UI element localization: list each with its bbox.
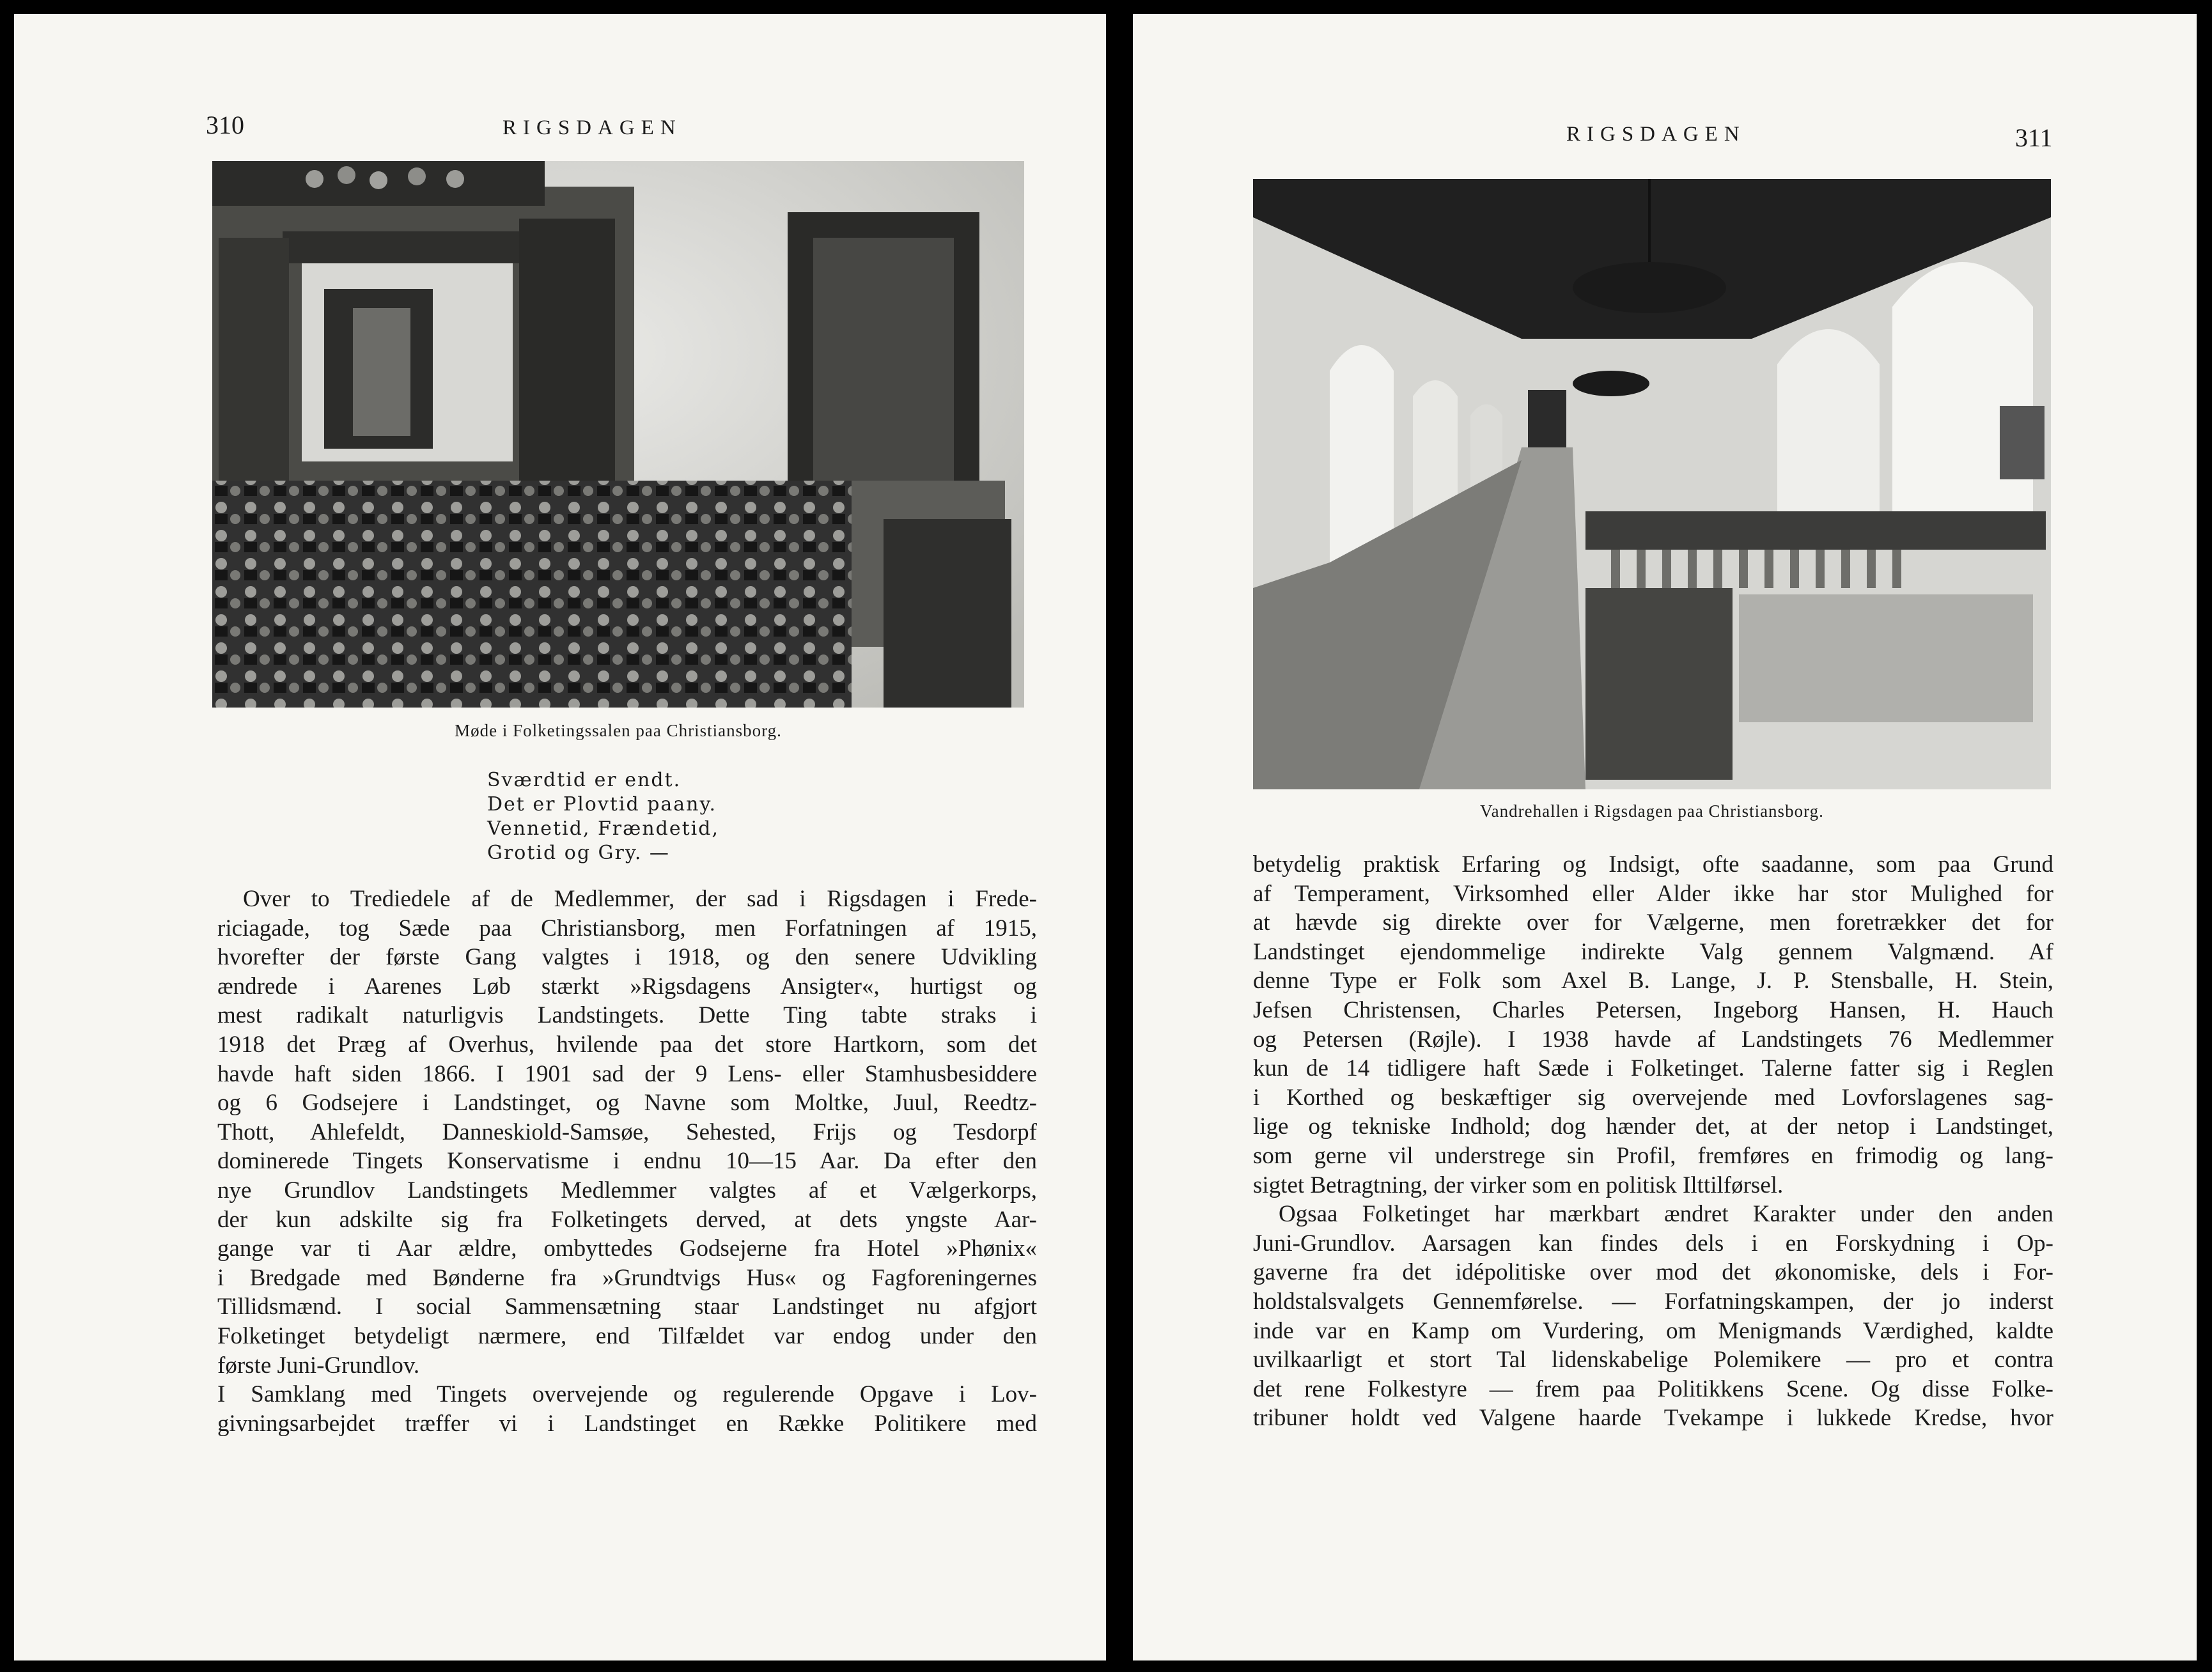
body-text	[217, 885, 1037, 1438]
text-line: Ogsaa Folketinget har mærkbart ændret Karakter under den anden	[1279, 1201, 2053, 1228]
text-line: uvilkaarligt et stort Tal lidenskabelige Polemikere — pro et contra	[1253, 1347, 2053, 1374]
text-line: kun de 14 tidligere haft Sæde i Folketinget. Talerne fatter sig i Reglen	[1253, 1055, 2053, 1082]
text-line: og Petersen (Røjle). I 1938 havde af Landstingets 76 Medlemmer	[1253, 1026, 2053, 1053]
text-line: nye Grundlov Landstingets Medlemmer valgtes af et Vælgerkorps,	[217, 1177, 1037, 1204]
text-line: Juni-Grundlov. Aarsagen kan findes dels i en Forskydning i Op-	[1253, 1230, 2053, 1257]
text-line: Tillidsmænd. I social Sammensætning staar Landstinget nu afgjort	[217, 1294, 1037, 1320]
body-text	[1253, 850, 2053, 1433]
photo-caption: Møde i Folketingssalen paa Christiansborg.	[455, 721, 782, 740]
text-line: holdstalsvalgets Gennemførelse. — Forfatningskampen, der jo inderst	[1253, 1288, 2053, 1315]
text-line: I Samklang med Tingets overvejende og regulerende Opgave i Lov-	[217, 1381, 1037, 1408]
text-line: Jefsen Christensen, Charles Petersen, Ingeborg Hansen, H. Hauch	[1253, 996, 2053, 1023]
poem-line: Grotid og Gry. —	[487, 842, 670, 864]
right-page	[1133, 14, 2197, 1660]
poem-line: Sværdtid er endt.	[487, 769, 682, 791]
text-line: Thott, Ahlefeldt, Danneskiold-Samsøe, Sehested, Frijs og Tesdorpf	[217, 1119, 1037, 1145]
text-line: hvorefter der første Gang valgtes i 1918, og den senere Udvikling	[217, 944, 1037, 971]
page-number: 311	[2015, 123, 2053, 152]
parliament-chamber-photo	[212, 161, 1024, 708]
running-head: RIGSDAGEN	[1566, 123, 1746, 146]
text-line: tribuner holdt ved Valgene haarde Tvekampe i lukkede Kredse, hvor	[1253, 1405, 2053, 1432]
text-line: at hævde sig direkte over for Vælgerne, men foretrækker det for	[1253, 910, 2053, 936]
text-line: af Temperament, Virksomhed eller Alder ikke har stor Mulighed for	[1253, 880, 2053, 907]
page-number: 310	[206, 111, 244, 139]
text-line: mest radikalt naturligvis Landstingets. Dette Ting tabte straks i	[217, 1002, 1037, 1029]
text-line: Folketinget betydeligt nærmere, end Tilfældet var endog under den	[217, 1322, 1037, 1349]
text-line: betydelig praktisk Erfaring og Indsigt, ofte saadanne, som paa Grund	[1253, 851, 2053, 878]
text-line: første Juni-Grundlov.	[217, 1352, 420, 1379]
text-line: 1918 det Præg af Overhus, hvilende paa det store Hartkorn, som det	[217, 1031, 1037, 1058]
text-line: gange var ti Aar ældre, ombyttedes Godsejerne fra Hotel »Phønix«	[217, 1235, 1037, 1262]
text-line: som gerne vil understrege sin Profil, fremføres en frimodig og lang-	[1253, 1142, 2053, 1169]
text-line: der kun adskilte sig fra Folketingets derved, at dets yngste Aar-	[217, 1206, 1037, 1233]
left-page	[14, 14, 1106, 1660]
text-line: i Korthed og beskæftiger sig overvejende med Lovforslagenes sag-	[1253, 1084, 2053, 1111]
text-line: Landstinget ejendommelige indirekte Valg gennem Valgmænd. Af	[1253, 938, 2053, 965]
text-line: det rene Folkestyre — frem paa Politikkens Scene. Og disse Folke-	[1253, 1375, 2053, 1402]
text-line: sigtet Betragtning, der virker som en politisk Ilttilførsel.	[1253, 1172, 1784, 1198]
text-line: inde var en Kamp om Vurdering, om Menigmands Værdighed, kaldte	[1253, 1317, 2053, 1344]
text-line: riciagade, tog Sæde paa Christiansborg, men Forfatningen af 1915,	[217, 915, 1037, 941]
text-line: Over to Trediedele af de Medlemmer, der sad i Rigsdagen i Frede-	[243, 886, 1037, 912]
poem-line: Vennetid, Frændetid,	[487, 817, 720, 840]
text-line: gaverne fra det idépolitiske over mod det økonomiske, dels i For-	[1253, 1259, 2053, 1286]
text-line: ændrede i Aarenes Løb stærkt »Rigsdagens Ansigter«, hurtigst og	[217, 973, 1037, 1000]
text-line: dominerede Tingets Konservatisme i endnu 10—15 Aar. Da efter den	[217, 1148, 1037, 1175]
poem-line: Det er Plovtid paany.	[487, 793, 717, 816]
text-line: lige og tekniske Indhold; dog hænder det, at der netop i Landstinget,	[1253, 1113, 2053, 1140]
text-line: denne Type er Folk som Axel B. Lange, J. P. Stensballe, H. Stein,	[1253, 968, 2053, 995]
photo-caption: Vandrehallen i Rigsdagen paa Christiansborg.	[1480, 801, 1824, 821]
text-line: givningsarbejdet træffer vi i Landstinget en Række Politikere med	[217, 1410, 1037, 1437]
poem	[487, 768, 719, 865]
hallway-photo	[1253, 179, 2051, 789]
text-line: havde haft siden 1866. I 1901 sad der 9 Lens- eller Stamhusbesiddere	[217, 1060, 1037, 1087]
running-head: RIGSDAGEN	[502, 116, 682, 139]
text-line: og 6 Godsejere i Landstinget, og Navne som Moltke, Juul, Reedtz-	[217, 1090, 1037, 1117]
text-line: i Bredgade med Bønderne fra »Grundtvigs Hus« og Fagforeningernes	[217, 1264, 1037, 1291]
